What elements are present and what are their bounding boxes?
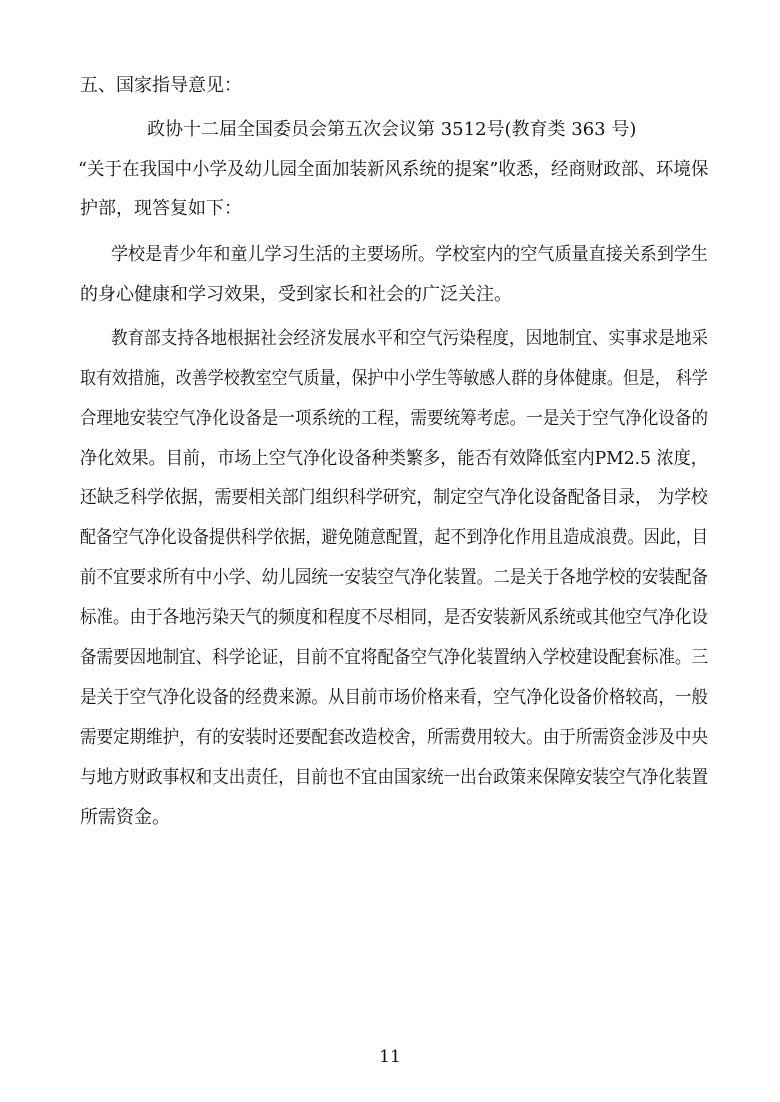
paragraph-line: 是关于空气净化设备的经费来源。从目前市场价格来看，空气净化设备价格较高，一般 <box>80 687 708 708</box>
paragraph-line: 前不宜要求所有中小学、幼儿园统一安装空气净化装置。二是关于各地学校的安装配备 <box>80 567 708 588</box>
section-heading: 五、国家指导意见： <box>80 75 242 96</box>
paragraph-line: 与地方财政事权和支出责任，目前也不宜由国家统一出台政策来保障安装空气净化装置 <box>80 767 708 788</box>
intro-line: 政协十二届全国委员会第五次会议第 3512号(教育类 363 号) <box>147 119 637 140</box>
intro-line: “关于在我国中小学及幼儿园全面加装新风系统的提案”收悉，经商财政部、环境保 <box>78 159 709 180</box>
paragraph-line: 备需要因地制宜、科学论证，目前不宜将配备空气净化装置纳入学校建设配套标准。三 <box>80 647 708 668</box>
paragraph-line: 所需资金。 <box>80 807 170 828</box>
paragraph-line: 学校是青少年和童儿学习生活的主要场所。学校室内的空气质量直接关系到学生 <box>111 244 708 265</box>
paragraph-line: 教育部支持各地根据社会经济发展水平和空气污染程度，因地制宜、实事求是地采 <box>111 328 709 349</box>
paragraph-line: 合理地安装空气净化设备是一项系统的工程，需要统筹考虑。一是关于空气净化设备的 <box>80 408 708 429</box>
paragraph-line: 净化效果。目前，市场上空气净化设备种类繁多，能否有效降低室内PM2.5 浓度， <box>80 448 708 469</box>
paragraph-line: 的身心健康和学习效果，受到家长和社会的广泛关注。 <box>80 284 512 305</box>
paragraph-line: 配备空气净化设备提供科学依据，避免随意配置，起不到净化作用且造成浪费。因此，目 <box>80 527 709 548</box>
intro-line: 护部，现答复如下： <box>80 198 242 219</box>
paragraph-line: 还缺乏科学依据，需要相关部门组织科学研究，制定空气净化设备配备目录， 为学校 <box>80 487 708 508</box>
paragraph-line: 需要定期维护，有的安装时还要配套改造校舍，所需费用较大。由于所需资金涉及中央 <box>80 727 708 748</box>
paragraph-line: 标准。由于各地污染天气的频度和程度不尽相同，是否安装新风系统或其他空气净化设 <box>80 607 708 628</box>
page-number: 11 <box>379 1047 401 1067</box>
paragraph-line: 取有效措施，改善学校教室空气质量，保护中小学生等敏感人群的身体健康。但是， 科学 <box>80 368 708 389</box>
